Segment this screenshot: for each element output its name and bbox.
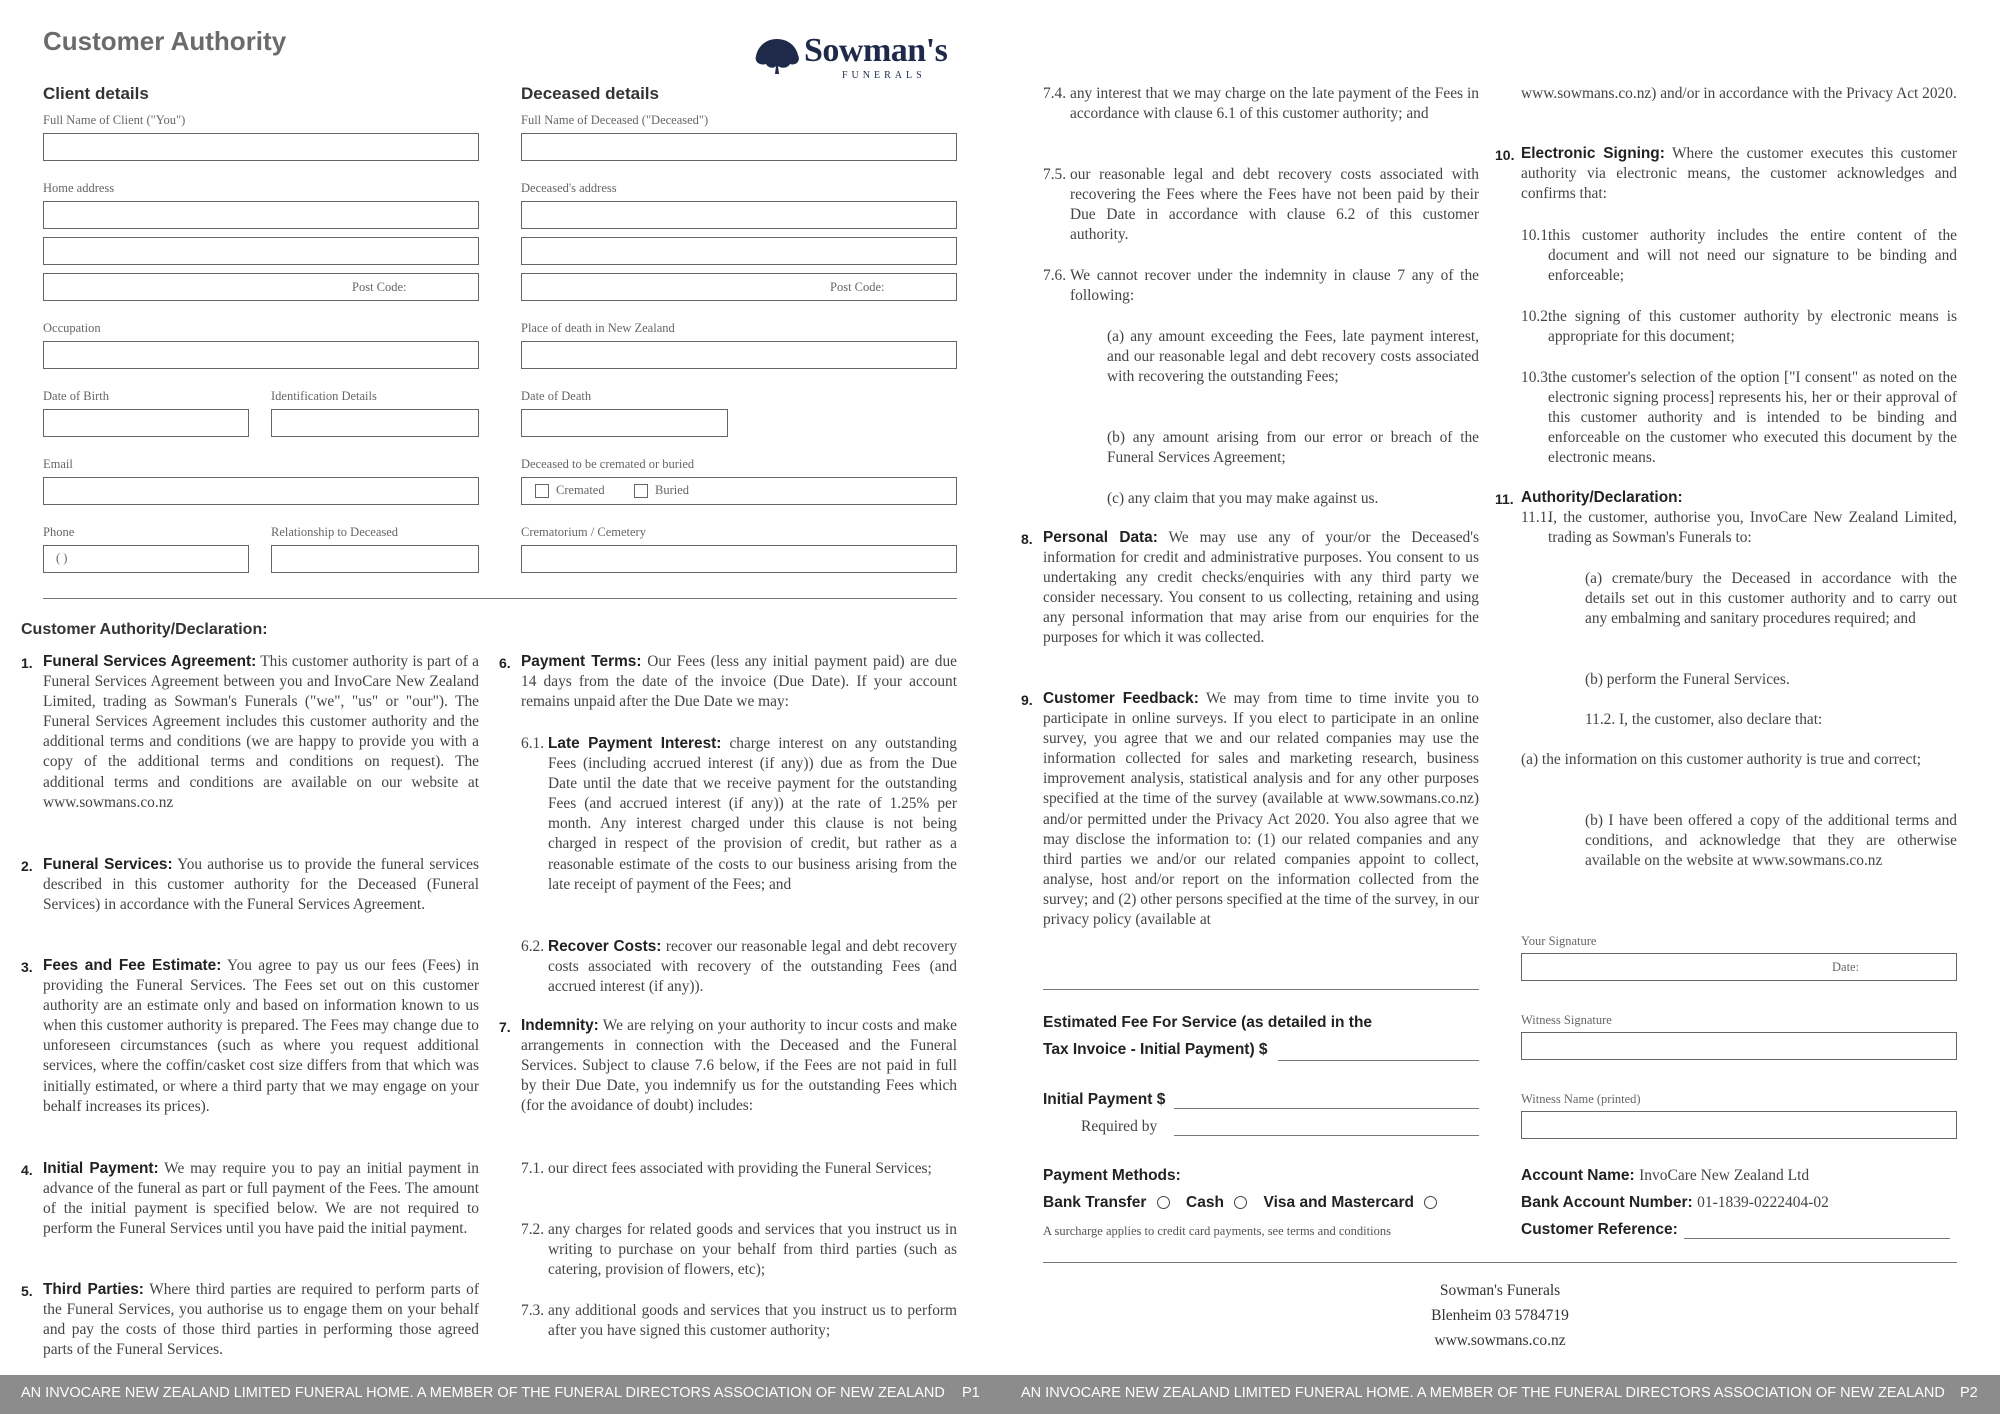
- cemetery-field[interactable]: [521, 545, 957, 573]
- phone-placeholder: ( ): [56, 551, 68, 565]
- clause-8-number: 8.: [1021, 531, 1033, 547]
- identification-field[interactable]: [271, 409, 479, 437]
- payment-methods-label: Payment Methods:: [1043, 1167, 1181, 1184]
- clause-11-1-a: (a) cremate/bury the Deceased in accordance with the details set out in this customer authority and to carry out any embalming and sanitary procedures required; and: [1585, 570, 1957, 628]
- clause-7-3-number: 7.3.: [521, 1302, 545, 1319]
- clause-10-3-number: 10.3.: [1521, 369, 1552, 386]
- disposal-label: Deceased to be cremated or buried: [521, 457, 695, 471]
- clause-9-number: 9.: [1021, 692, 1033, 708]
- client-postcode-label: Post Code:: [352, 280, 407, 294]
- disposal-field: [521, 477, 957, 505]
- place-of-death-field[interactable]: [521, 341, 957, 369]
- initial-payment-field[interactable]: [1174, 1108, 1479, 1109]
- clause-7-4: any interest that we may charge on the late payment of the Fees in accordance with clause 6.1 of this customer authority; and: [1070, 85, 1479, 123]
- contact-name: Sowman's Funerals: [1439, 1282, 1561, 1299]
- deceased-address-label: Deceased's address: [521, 181, 617, 195]
- dod-label: Date of Death: [521, 389, 592, 403]
- client-address-label: Home address: [43, 181, 115, 195]
- clause-3: Fees and Fee Estimate: You agree to pay us our fees (Fees) in providing the Funeral Services. The Fees set out on this customer authority are an estimate only and based on information known to us when this customer authority is prepared. The Fees may change due to unforeseen circumstances (such as where you request additional services, where the coffin/casket cost size differs from that which was initially estimated, or where a third party that we may engage on your behalf increases its prices).: [43, 957, 480, 1115]
- page-title: Customer Authority: [43, 26, 287, 56]
- clause-7-1: our direct fees associated with providing the Funeral Services;: [548, 1160, 932, 1177]
- account-name-value: InvoCare New Zealand Ltd: [1639, 1167, 1810, 1184]
- clause-11-2-b: (b) I have been offered a copy of the additional terms and conditions, and acknowledge that they are otherwise available on the website at www.sowmans.co.nz: [1585, 812, 1957, 870]
- clause-7-6: We cannot recover under the indemnity in clause 7 any of the following:: [1070, 267, 1479, 305]
- buried-checkbox[interactable]: [634, 484, 648, 498]
- estimated-fee-field[interactable]: [1278, 1060, 1479, 1061]
- cash-radio[interactable]: [1234, 1196, 1247, 1209]
- deceased-postcode-label: Post Code:: [830, 280, 885, 294]
- clause-7-5-number: 7.5.: [1043, 166, 1067, 183]
- fees-divider: [1043, 989, 1479, 990]
- tree-logo-icon: [752, 36, 802, 76]
- payment-methods-row: [1043, 1194, 1437, 1212]
- clause-7-6-number: 7.6.: [1043, 267, 1067, 284]
- page-number-2: P2: [1960, 1385, 1978, 1401]
- clause-6-number: 6.: [499, 655, 511, 671]
- section-divider: [43, 598, 957, 599]
- logo-tagline: FUNERALS: [842, 70, 926, 81]
- clause-11-1-b: (b) perform the Funeral Services.: [1585, 671, 1790, 688]
- clause-6-2-number: 6.2.: [521, 938, 545, 955]
- visa-radio[interactable]: [1424, 1196, 1437, 1209]
- dob-label: Date of Birth: [43, 389, 109, 403]
- clause-7: Indemnity: We are relying on your authority to incur costs and make arrangements in connection with the Deceased and the Funeral Services. Subject to clause 7.6 below, if the Fees are not paid in full by their Due Date, you indemnify us for the outstanding Fees which (for the avoidance of doubt) includes:: [521, 1017, 957, 1115]
- clause-10-number: 10.: [1495, 147, 1515, 163]
- occupation-label: Occupation: [43, 321, 101, 335]
- declaration-heading: Customer Authority/Declaration:: [21, 621, 268, 638]
- deceased-address-field-1[interactable]: [521, 201, 957, 229]
- cemetery-label: Crematorium / Cemetery: [521, 525, 646, 539]
- witness-signature-field[interactable]: [1521, 1032, 1957, 1060]
- clause-10-3: the customer's selection of the option ["I consent" as noted on the electronic signing process] represents his, her or their approval of this customer authority and is intended to be binding and enforceable on the customer who executed this document by the electronic means.: [1548, 369, 1957, 467]
- clause-11-number: 11.: [1495, 491, 1514, 507]
- clause-8: Personal Data: We may use any of your/or the Deceased's information for credit and administrative purposes. You consent to us undertaking any credit checks/enquiries with any third party we consider necessary. You consent to us collecting, retaining and using any personal information that may arise from our enquiries for the purposes for which it was collected.: [1043, 529, 1479, 647]
- page-number-1: P1: [962, 1385, 980, 1401]
- clause-7-6-c: (c) any claim that you may make against us.: [1107, 490, 1379, 507]
- customer-reference-field[interactable]: [1684, 1238, 1950, 1239]
- client-name-label: Full Name of Client ("You"): [43, 113, 186, 127]
- clause-5-number: 5.: [21, 1283, 33, 1299]
- client-details-heading: Client details: [43, 84, 149, 103]
- contact-website: www.sowmans.co.nz: [1434, 1332, 1566, 1349]
- cremated-label: Cremated: [556, 483, 605, 497]
- clause-7-6-b: (b) any amount arising from our error or breach of the Funeral Services Agreement;: [1107, 429, 1479, 467]
- email-field[interactable]: [43, 477, 479, 505]
- clause-2-number: 2.: [21, 858, 33, 874]
- sowmans-logo: [752, 30, 964, 82]
- client-name-field[interactable]: [43, 133, 479, 161]
- clause-11-1: I, the customer, authorise you, InvoCare New Zealand Limited, trading as Sowman's Funerals to:: [1548, 509, 1957, 547]
- email-label: Email: [43, 457, 73, 471]
- customer-reference-label: Customer Reference:: [1521, 1221, 1678, 1238]
- dod-field[interactable]: [521, 409, 728, 437]
- visa-label: Visa and Mastercard: [1263, 1194, 1415, 1211]
- relationship-label: Relationship to Deceased: [271, 525, 399, 539]
- clause-10-1-number: 10.1.: [1521, 227, 1552, 244]
- your-signature-field[interactable]: [1521, 953, 1957, 981]
- clause-1: Funeral Services Agreement: This customer authority is part of a Funeral Services Agreement between you and InvoCare New Zealand Limited, trading as Sowman's Funerals ("we", "us" or "our"). The Funeral Services Agreement includes this customer authority and the additional terms and conditions (we are happy to provide you with a copy of the additional terms and conditions on request). The additional terms and conditions are available on our website at www.sowmans.co.nz: [43, 653, 479, 811]
- required-by-label: Required by: [1081, 1118, 1158, 1135]
- estimated-fee-label-2: Tax Invoice - Initial Payment) $: [1043, 1041, 1268, 1058]
- clause-1-number: 1.: [21, 655, 33, 671]
- initial-payment-label: Initial Payment $: [1043, 1091, 1166, 1108]
- buried-label: Buried: [655, 483, 690, 497]
- account-number-row: [1521, 1194, 1829, 1212]
- clause-7-4-number: 7.4.: [1043, 85, 1067, 102]
- identification-label: Identification Details: [271, 389, 377, 403]
- deceased-name-label: Full Name of Deceased ("Deceased"): [521, 113, 709, 127]
- clause-7-2: any charges for related goods and services that you instruct us in writing to purchase on your behalf from third parties (such as catering, provision of flowers, etc);: [548, 1221, 957, 1279]
- clause-10-2-number: 10.2.: [1521, 308, 1552, 325]
- clause-7-2-number: 7.2.: [521, 1221, 545, 1238]
- required-by-field[interactable]: [1174, 1135, 1479, 1136]
- account-name-label: Account Name:: [1521, 1167, 1635, 1184]
- phone-field[interactable]: [43, 545, 249, 573]
- clause-9: Customer Feedback: We may from time to time invite you to participate in online surveys. If you elect to participate in an online survey, you agree that we and our related companies may use the information collected for sales and marketing research, business improvement analysis, statistical analysis and for any other purposes specified at the time of the survey (available at www.sowmans.co.nz) and/or permitted under the Privacy Act 2020. You also agree that we may disclose the information to: (1) our related companies and any third parties we and/or our related companies appoint to collect, analyse, host and/or report on the information collected from the survey; and (2) other persons specified at the time of the survey, in our privacy policy (available at: [1043, 690, 1480, 929]
- signature-date-label: Date:: [1832, 960, 1860, 974]
- clause-6-1-number: 6.1.: [521, 735, 545, 752]
- clause-2: Funeral Services: You authorise us to provide the funeral services described in this customer authority for the Deceased (Funeral Services) in accordance with the Funeral Services Agreement.: [43, 856, 479, 914]
- surcharge-note: A surcharge applies to credit card payments, see terms and conditions: [1043, 1224, 1391, 1238]
- clause-7-5: our reasonable legal and debt recovery costs associated with recovering the Fees where the Fees have not been paid by their Due Date in accordance with clause 6.2 of this customer authority.: [1070, 166, 1479, 244]
- account-number-value: 01-1839-0222404-02: [1697, 1194, 1829, 1211]
- clause-5: Third Parties: Where third parties are required to perform parts of the Funeral Services, you authorise us to engage them on your behalf and pay the costs of those third parties in performing those agreed parts of the Funeral Services.: [43, 1281, 479, 1359]
- contact-phone: Blenheim 03 5784719: [1431, 1307, 1569, 1324]
- clause-4-number: 4.: [21, 1162, 33, 1178]
- bank-transfer-radio[interactable]: [1157, 1196, 1170, 1209]
- estimated-fee-label-1: Estimated Fee For Service (as detailed in the: [1043, 1014, 1373, 1031]
- account-number-label: Bank Account Number:: [1521, 1194, 1693, 1211]
- clause-7-6-a: (a) any amount exceeding the Fees, late payment interest, and our reasonable legal and debt recovery costs associated with recovering the outstanding Fees;: [1107, 328, 1479, 386]
- clause-11-2-a: (a) the information on this customer authority is true and correct;: [1521, 751, 1922, 768]
- clause-7-1-number: 7.1.: [521, 1160, 545, 1177]
- phone-label: Phone: [43, 525, 75, 539]
- witness-name-field[interactable]: [1521, 1111, 1957, 1139]
- your-signature-label: Your Signature: [1521, 934, 1597, 948]
- clause-11: Authority/Declaration:: [1521, 489, 1683, 506]
- witness-name-label: Witness Name (printed): [1521, 1092, 1641, 1106]
- customer-reference-row: [1521, 1221, 1678, 1239]
- logo-brand: Sowman's: [804, 32, 948, 69]
- footer-bar: [0, 1375, 2000, 1414]
- client-address-field-1[interactable]: [43, 201, 479, 229]
- deceased-address-field-2[interactable]: [521, 237, 957, 265]
- footer-text-page-2: AN INVOCARE NEW ZEALAND LIMITED FUNERAL HOME. A MEMBER OF THE FUNERAL DIRECTORS ASSOCIATION OF NEW ZEALAND: [1021, 1385, 1945, 1401]
- deceased-name-field[interactable]: [521, 133, 957, 161]
- contact-divider: [1043, 1262, 1957, 1263]
- clause-10-1: this customer authority includes the entire content of the document and will not need our signature to be binding and enforceable;: [1548, 227, 1957, 285]
- client-address-field-2[interactable]: [43, 237, 479, 265]
- deceased-details-heading: Deceased details: [521, 84, 659, 103]
- occupation-field[interactable]: [43, 341, 479, 369]
- place-of-death-label: Place of death in New Zealand: [521, 321, 675, 335]
- clause-7-number: 7.: [499, 1019, 511, 1035]
- clause-10: Electronic Signing: Where the customer executes this customer authority via electronic means, the customer acknowledges and confirms that:: [1521, 145, 1957, 203]
- relationship-field[interactable]: [271, 545, 479, 573]
- clause-6-1: Late Payment Interest: charge interest on any outstanding Fees (including accrued interest (if any)) due as from the Due Date until the date that we receive payment for the outstanding Fees (and accrued interest (if any)) at the rate of 1.25% per month. Any interest charged under this clause is not being charged in respect of the provision of credit, but rather as a reasonable estimate of the costs to our business arising from the late receipt of payment of the Fees; and: [548, 735, 957, 893]
- clause-3-number: 3.: [21, 959, 33, 975]
- bank-transfer-label: Bank Transfer: [1043, 1194, 1147, 1211]
- clause-7-3: any additional goods and services that you instruct us to perform after you have signed this customer authority;: [548, 1302, 957, 1340]
- footer-text-page-1: AN INVOCARE NEW ZEALAND LIMITED FUNERAL HOME. A MEMBER OF THE FUNERAL DIRECTORS ASSOCIATION OF NEW ZEALAND: [21, 1385, 945, 1401]
- clause-6: Payment Terms: Our Fees (less any initial payment paid) are due 14 days from the date of the invoice (Due Date). If your account remains unpaid after the Due Date we may:: [521, 653, 957, 711]
- client-postcode-field[interactable]: [43, 273, 479, 301]
- clause-6-2: Recover Costs: recover our reasonable legal and debt recovery costs associated with recovery of the outstanding Fees (and accrued interest (if any)).: [548, 938, 957, 996]
- clause-4: Initial Payment: We may require you to pay an initial payment in advance of the funeral as part or full payment of the Fees. The amount of the initial payment is specified below. We are not required to perform the Funeral Services until you have paid the initial payment.: [43, 1160, 479, 1238]
- contact-block: [1400, 1278, 1600, 1353]
- clause-11-2: 11.2. I, the customer, also declare that:: [1585, 711, 1823, 728]
- cremated-checkbox[interactable]: [535, 484, 549, 498]
- dob-field[interactable]: [43, 409, 249, 437]
- cash-label: Cash: [1186, 1194, 1224, 1211]
- clause-9-continued: www.sowmans.co.nz) and/or in accordance with the Privacy Act 2020.: [1521, 85, 1957, 102]
- deceased-postcode-field[interactable]: [521, 273, 957, 301]
- clause-11-1-number: 11.1.: [1521, 509, 1552, 526]
- witness-signature-label: Witness Signature: [1521, 1013, 1612, 1027]
- clause-10-2: the signing of this customer authority by electronic means is appropriate for this document;: [1548, 308, 1957, 346]
- account-name-row: [1521, 1167, 1809, 1185]
